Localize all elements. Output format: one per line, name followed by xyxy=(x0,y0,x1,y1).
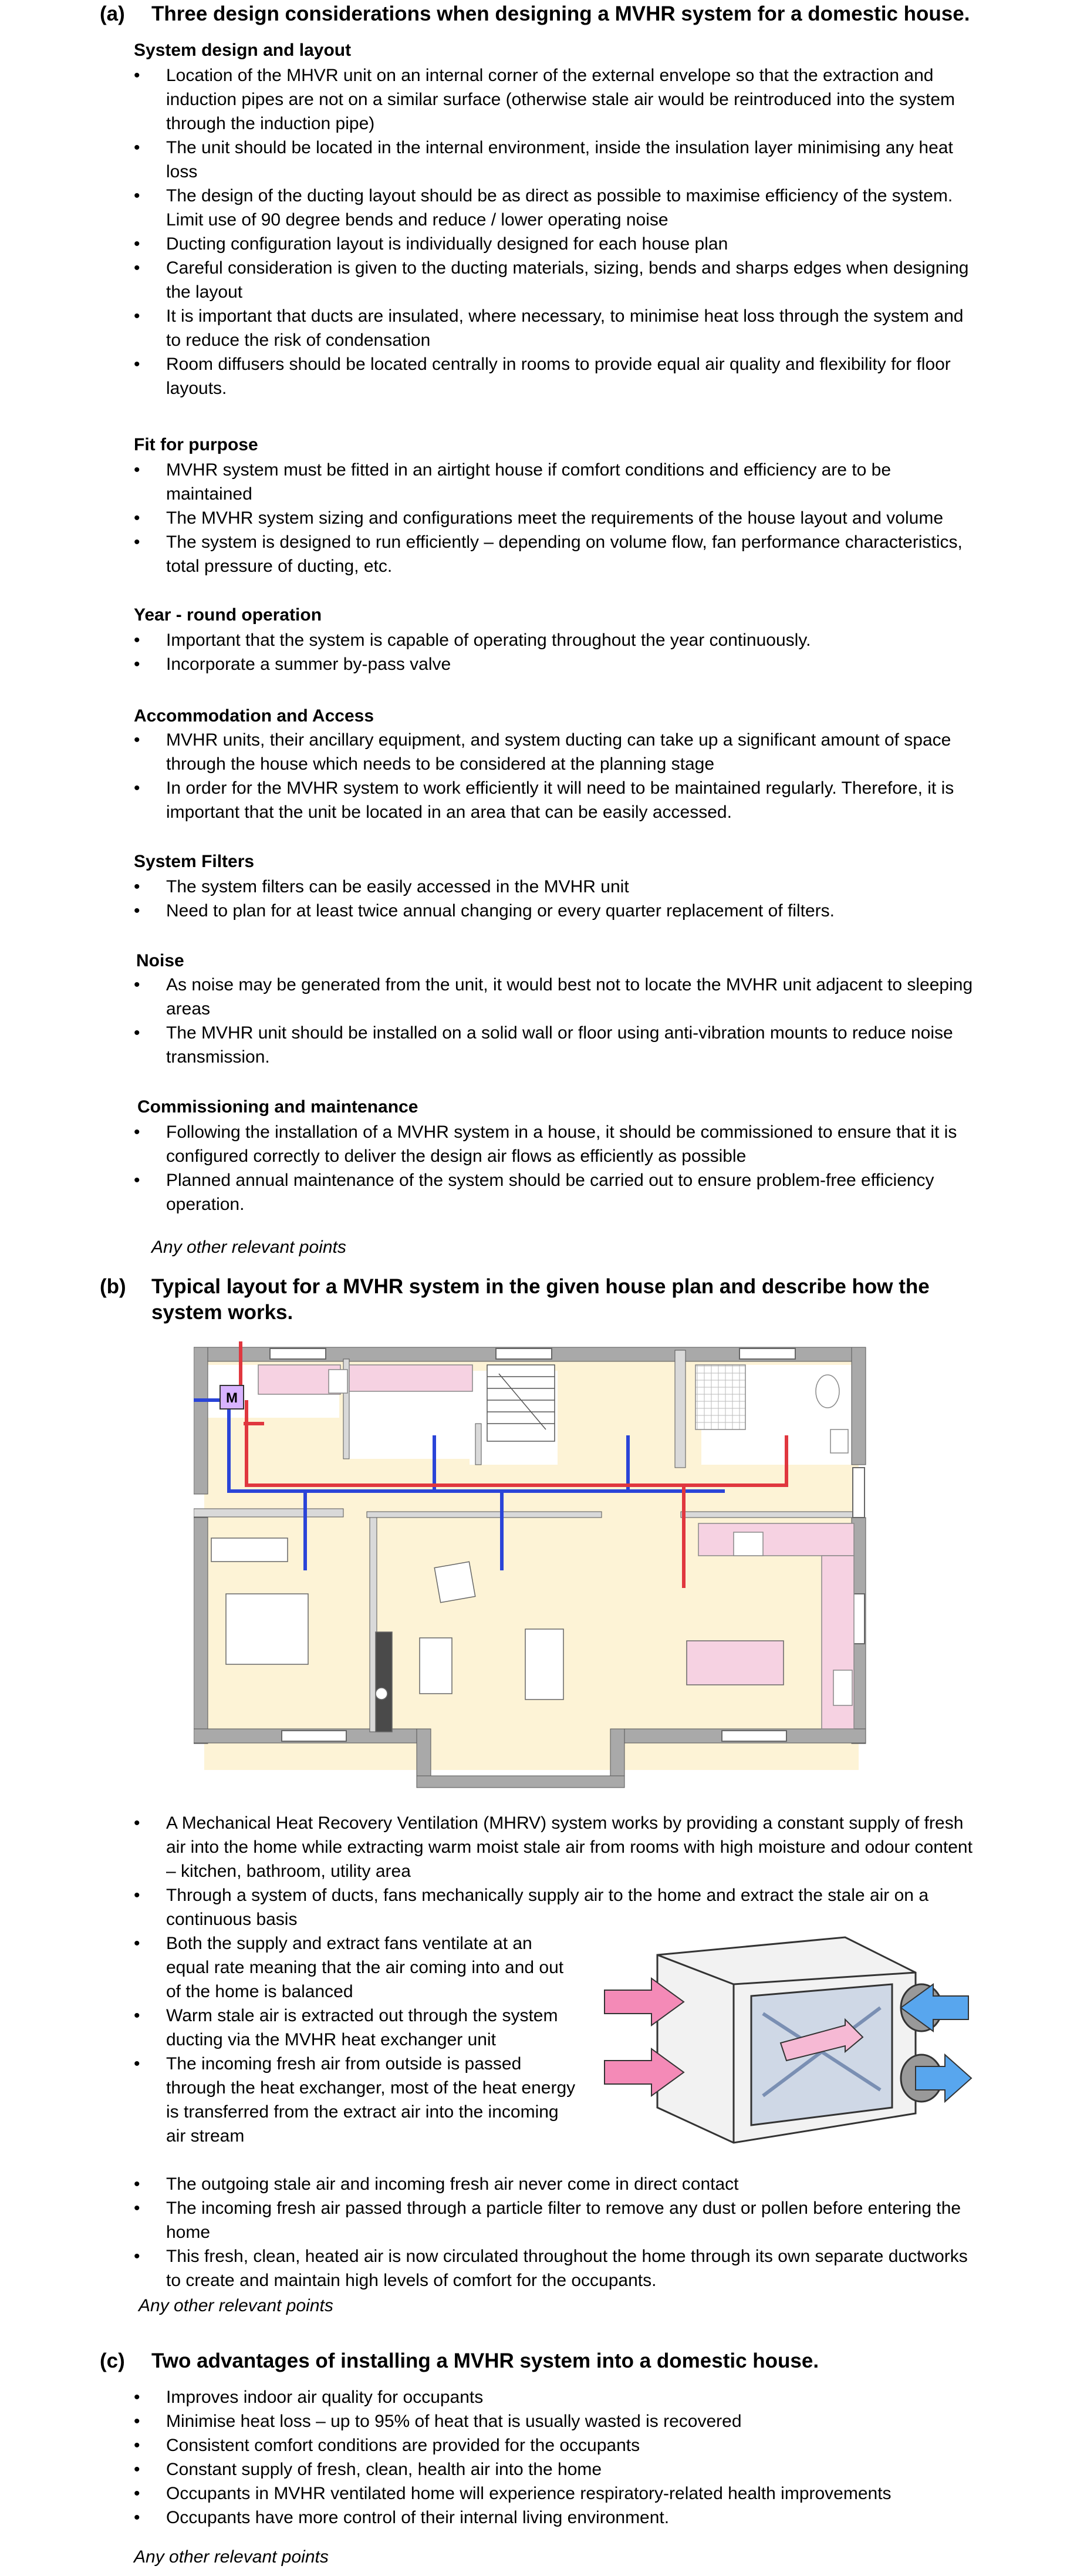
section-filters-list xyxy=(134,875,979,923)
section-commissioning-list xyxy=(134,1120,979,1216)
section-b-list-narrow xyxy=(134,1931,580,2148)
question-b xyxy=(100,1274,985,1326)
list-item: • The outgoing stale air and incoming fresh air never come in direct contact xyxy=(134,2172,979,2196)
section-system-design-list xyxy=(134,63,979,400)
section-b-list-after xyxy=(134,2172,979,2292)
list-item: • The MVHR system sizing and configurations meet the requirements of the house layout and volume xyxy=(134,506,979,530)
list-item: • Both the supply and extract fans ventilate at an equal rate meaning that the air coming into and out of the home is balanced xyxy=(134,1931,580,2004)
list-item: • Improves indoor air quality for occupants xyxy=(134,2385,979,2409)
list-item: • Warm stale air is extracted out through the system ducting via the MVHR heat exchanger unit xyxy=(134,2004,580,2052)
list-item: • Need to plan for at least twice annual changing or every quarter replacement of filters. xyxy=(134,899,979,923)
list-item: • Room diffusers should be located centrally in rooms to provide equal air quality and flexibility for floor layouts. xyxy=(134,352,979,400)
section-system-design-heading: System design and layout xyxy=(134,41,352,60)
section-year-heading: Year - round operation xyxy=(134,605,322,625)
mvhr-unit-label: M xyxy=(226,1390,238,1406)
section-fit-heading: Fit for purpose xyxy=(134,435,258,454)
list-item: • Through a system of ducts, fans mechanically supply air to the home and extract the stale air on a continuous basis xyxy=(134,1883,979,1931)
note-b: Any other relevant points xyxy=(139,2296,333,2315)
section-access-heading: Accommodation and Access xyxy=(134,706,374,726)
list-item: • In order for the MVHR system to work efficiently it will need to be maintained regularly. Therefore, it is important that the unit be located in an area that can be easily accessed. xyxy=(134,776,979,824)
list-item: • MVHR units, their ancillary equipment, and system ducting can take up a significant amount of space through the house which needs to be considered at the planning stage xyxy=(134,728,979,776)
list-item: • A Mechanical Heat Recovery Ventilation (MHRV) system works by providing a constant supply of fresh air into the home while extracting warm moist stale air from rooms with high moisture and odour content – kitchen, bathroom, utility area xyxy=(134,1811,979,1883)
list-item: • Occupants have more control of their internal living environment. xyxy=(134,2506,979,2530)
list-item: • Planned annual maintenance of the system should be carried out to ensure problem-free efficiency operation. xyxy=(134,1168,979,1216)
question-b-label: (b) xyxy=(100,1275,126,1298)
list-item: • Important that the system is capable of operating throughout the year continuously. xyxy=(134,628,979,652)
house-plan-diagram xyxy=(194,1341,877,1796)
list-item: • It is important that ducts are insulated, where necessary, to minimise heat loss through the system and to reduce the risk of condensation xyxy=(134,304,979,352)
section-access-list xyxy=(134,728,979,824)
section-noise-heading: Noise xyxy=(136,951,184,970)
section-fit-list xyxy=(134,458,979,578)
list-item: • The unit should be located in the internal environment, inside the insulation layer minimising any heat loss xyxy=(134,136,979,184)
note-a: Any other relevant points xyxy=(151,1238,346,1257)
question-c xyxy=(100,2348,985,2374)
section-commissioning-heading: Commissioning and maintenance xyxy=(137,1097,418,1117)
list-item: • The system is designed to run efficiently – depending on volume flow, fan performance characteristics, total pressure of ducting, etc. xyxy=(134,530,979,578)
section-c-list xyxy=(134,2385,979,2530)
note-c: Any other relevant points xyxy=(134,2547,329,2567)
stairs xyxy=(487,1365,555,1441)
question-c-title: Two advantages of installing a MVHR system into a domestic house. xyxy=(151,2349,819,2372)
list-item: • As noise may be generated from the unit, it would best not to locate the MVHR unit adjacent to sleeping areas xyxy=(134,973,979,1021)
list-item: • Careful consideration is given to the ducting materials, sizing, bends and sharps edges when designing the layout xyxy=(134,256,979,304)
question-c-label: (c) xyxy=(100,2349,125,2372)
list-item: • The design of the ducting layout should be as direct as possible to maximise efficiency of the system. Limit use of 90 degree bends and reduce / lower operating noise xyxy=(134,184,979,232)
question-a-label: (a) xyxy=(100,2,125,25)
list-item: • Ducting configuration layout is individually designed for each house plan xyxy=(134,232,979,256)
list-item: • Minimise heat loss – up to 95% of heat that is usually wasted is recovered xyxy=(134,2409,979,2433)
list-item: • The system filters can be easily accessed in the MVHR unit xyxy=(134,875,979,899)
list-item: • The MVHR unit should be installed on a solid wall or floor using anti-vibration mounts to reduce noise transmission. xyxy=(134,1021,979,1069)
list-item: • Incorporate a summer by-pass valve xyxy=(134,652,979,676)
list-item: • Consistent comfort conditions are provided for the occupants xyxy=(134,2433,979,2457)
list-item: • Occupants in MVHR ventilated home will experience respiratory-related health improvements xyxy=(134,2481,979,2506)
list-item: • Constant supply of fresh, clean, health air into the home xyxy=(134,2457,979,2481)
list-item: • MVHR system must be fitted in an airtight house if comfort conditions and efficiency are to be maintained xyxy=(134,458,979,506)
list-item: • The incoming fresh air from outside is passed through the heat exchanger, most of the heat energy is transferred from the extract air into the incoming air stream xyxy=(134,2052,580,2148)
section-noise-list xyxy=(134,973,979,1069)
question-a xyxy=(100,1,985,27)
section-filters-heading: System Filters xyxy=(134,852,255,871)
list-item: • The incoming fresh air passed through a particle filter to remove any dust or pollen before entering the home xyxy=(134,2196,979,2244)
question-a-title: Three design considerations when designing a MVHR system for a domestic house. xyxy=(151,2,970,25)
question-b-title: Typical layout for a MVHR system in the given house plan and describe how the system works. xyxy=(151,1275,930,1324)
section-b-list-wide xyxy=(134,1811,979,1931)
heat-exchanger-illustration xyxy=(587,1920,974,2154)
list-item: • Location of the MHVR unit on an internal corner of the external envelope so that the extraction and induction pipes are not on a similar surface (otherwise stale air would be reintroduced into the system through the induction pipe) xyxy=(134,63,979,136)
section-year-list xyxy=(134,628,979,676)
list-item: • This fresh, clean, heated air is now circulated throughout the home through its own separate ductworks to create and maintain high levels of comfort for the occupants. xyxy=(134,2244,979,2292)
list-item: • Following the installation of a MVHR system in a house, it should be commissioned to ensure that it is configured correctly to deliver the design air flows as efficiently as possible xyxy=(134,1120,979,1168)
